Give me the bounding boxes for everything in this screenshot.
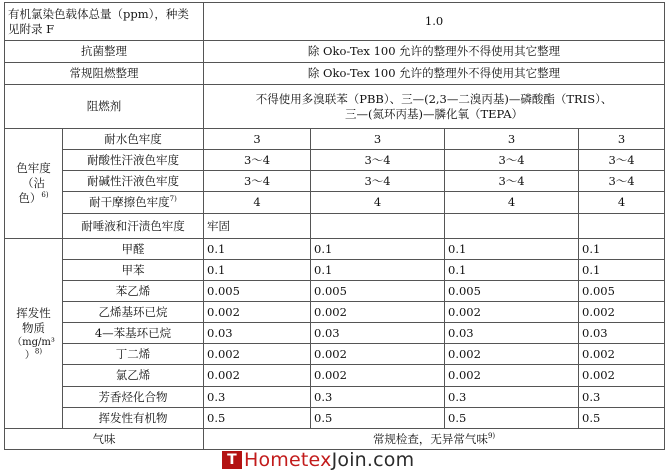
vol-value: 0.3	[445, 387, 579, 408]
table-row	[5, 85, 665, 129]
cf-value: 4	[445, 192, 579, 214]
table-row	[5, 429, 665, 450]
vol-value: 0.005	[579, 281, 665, 302]
watermark-brand-join: Join	[331, 449, 367, 471]
cf-value: 3～4	[579, 171, 665, 192]
group-label-volatiles	[5, 239, 63, 429]
colorfastness-label-line-1: 色牢度	[16, 161, 51, 175]
vol-value: 0.002	[579, 365, 665, 387]
watermark-brand: Hometex	[244, 449, 332, 471]
cf-value: 3	[311, 129, 445, 150]
cf-label: 耐碱性汗液色牢度	[63, 171, 204, 192]
colorfastness-label-line-2: （沾	[22, 176, 45, 190]
cf-value: 4	[579, 192, 665, 214]
vol-value: 0.1	[311, 239, 445, 260]
cf-value: 3	[445, 129, 579, 150]
vol-label: 乙烯基环已烷	[63, 302, 204, 323]
vol-label: 挥发性有机物	[63, 408, 204, 429]
cf-value: 3～4	[445, 150, 579, 171]
vol-value: 0.002	[204, 302, 311, 323]
vol-value: 0.5	[445, 408, 579, 429]
vol-label: 芳香烃化合物	[63, 387, 204, 408]
vol-value: 0.005	[445, 281, 579, 302]
row-label-organochlorine: 有机氯染色载体总量（ppm），种类见附录 F	[5, 3, 204, 41]
cf-label	[63, 192, 204, 214]
cf-value: 3～4	[579, 150, 665, 171]
cf-value: 3～4	[204, 171, 311, 192]
vol-value: 0.1	[445, 239, 579, 260]
volatiles-label-text: ）	[24, 349, 35, 361]
vol-value: 0.5	[204, 408, 311, 429]
volatiles-label-line-1: 挥发性	[16, 305, 51, 320]
colorfastness-label-line-3	[8, 191, 59, 206]
vol-value: 0.1	[579, 239, 665, 260]
cf-value: 3～4	[204, 150, 311, 171]
footnote-marker: 9)	[487, 431, 496, 440]
volatiles-label-line-2: 物质	[22, 320, 45, 335]
row-value-antibacterial: 除 Oko-Tex 100 允许的整理外不得使用其它整理	[204, 41, 665, 63]
vol-label: 4—苯基环已烷	[63, 323, 204, 344]
table-row	[5, 150, 665, 171]
row-label-antibacterial: 抗菌整理	[5, 41, 204, 63]
vol-value: 0.1	[204, 260, 311, 281]
row-label-flame-retardant: 阻燃剂	[5, 85, 204, 129]
table-row	[5, 171, 665, 192]
vol-value: 0.002	[204, 344, 311, 365]
odor-value-text: 常规检查，无异常气味	[372, 431, 488, 446]
cf-value: 3～4	[445, 171, 579, 192]
row-label-flame-finish: 常规阻燃整理	[5, 63, 204, 85]
table-row	[5, 3, 665, 41]
flame-retardant-line-1: 不得使用多溴联苯（PBB）、三—(2,3—二溴丙基)—磷酸酯（TRIS）、	[255, 91, 613, 106]
empty-cell	[311, 214, 445, 239]
row-value-flame-retardant	[204, 85, 665, 129]
cf-value: 3～4	[311, 150, 445, 171]
row-label-odor: 气味	[5, 429, 204, 450]
vol-value: 0.03	[311, 323, 445, 344]
vol-value: 0.002	[311, 365, 445, 387]
volatiles-label-line-4	[8, 349, 59, 362]
cf-value-saliva: 牢固	[204, 214, 311, 239]
vol-label: 苯乙烯	[63, 281, 204, 302]
cf-label: 耐水色牢度	[63, 129, 204, 150]
vol-value: 0.1	[311, 260, 445, 281]
vol-value: 0.3	[204, 387, 311, 408]
row-value-flame-finish: 除 Oko-Tex 100 允许的整理外不得使用其它整理	[204, 63, 665, 85]
table-row	[5, 239, 665, 260]
table-row	[5, 408, 665, 429]
row-value-organochlorine: 1.0	[204, 3, 665, 41]
watermark-domain: .com	[366, 449, 415, 471]
logo-icon: T	[222, 451, 242, 469]
specification-table	[4, 2, 665, 450]
vol-value: 0.002	[311, 302, 445, 323]
colorfastness-label-text: 色）	[18, 191, 42, 205]
vol-value: 0.005	[204, 281, 311, 302]
vol-label: 氯乙烯	[63, 365, 204, 387]
table-row	[5, 387, 665, 408]
vol-value: 0.002	[445, 302, 579, 323]
volatiles-label-line-3: （mg/m³	[12, 336, 55, 348]
vol-value: 0.1	[579, 260, 665, 281]
vol-value: 0.3	[579, 387, 665, 408]
cf-value: 3	[579, 129, 665, 150]
vol-value: 0.002	[445, 344, 579, 365]
footnote-marker: 7)	[169, 195, 177, 204]
vol-value: 0.002	[579, 302, 665, 323]
vol-label: 甲苯	[63, 260, 204, 281]
table-row	[5, 260, 665, 281]
flame-retardant-line-2: 三—(氮环丙基)—膦化氧（TEPA）	[345, 106, 524, 121]
vol-label: 甲醛	[63, 239, 204, 260]
vol-label: 丁二烯	[63, 344, 204, 365]
table-row	[5, 63, 665, 85]
footnote-marker: 8)	[34, 347, 43, 356]
cf-label: 耐酸性汗液色牢度	[63, 150, 204, 171]
cf-label-saliva: 耐唾液和汗渍色牢度	[63, 214, 204, 239]
empty-cell	[445, 214, 579, 239]
vol-value: 0.1	[445, 260, 579, 281]
table-row	[5, 129, 665, 150]
cf-value: 3	[204, 129, 311, 150]
vol-value: 0.03	[204, 323, 311, 344]
watermark-logo[interactable]	[222, 449, 414, 471]
cf-value: 4	[204, 192, 311, 214]
table-row	[5, 192, 665, 214]
vol-value: 0.005	[311, 281, 445, 302]
vol-value: 0.1	[204, 239, 311, 260]
cf-label-text: 耐干摩擦色牢度	[89, 195, 170, 209]
vol-value: 0.5	[311, 408, 445, 429]
table-row	[5, 365, 665, 387]
cf-value: 3～4	[311, 171, 445, 192]
vol-value: 0.002	[204, 365, 311, 387]
vol-value: 0.002	[445, 365, 579, 387]
vol-value: 0.002	[311, 344, 445, 365]
vol-value: 0.03	[445, 323, 579, 344]
empty-cell	[579, 214, 665, 239]
table-row	[5, 344, 665, 365]
table-row	[5, 214, 665, 239]
vol-value: 0.03	[579, 323, 665, 344]
table-row	[5, 281, 665, 302]
table-row	[5, 302, 665, 323]
vol-value: 0.002	[579, 344, 665, 365]
table-row	[5, 41, 665, 63]
table-row	[5, 323, 665, 344]
footnote-marker: 6)	[41, 191, 49, 200]
cf-value: 4	[311, 192, 445, 214]
group-label-colorfastness	[5, 129, 63, 239]
vol-value: 0.5	[579, 408, 665, 429]
row-value-odor	[204, 429, 665, 450]
vol-value: 0.3	[311, 387, 445, 408]
